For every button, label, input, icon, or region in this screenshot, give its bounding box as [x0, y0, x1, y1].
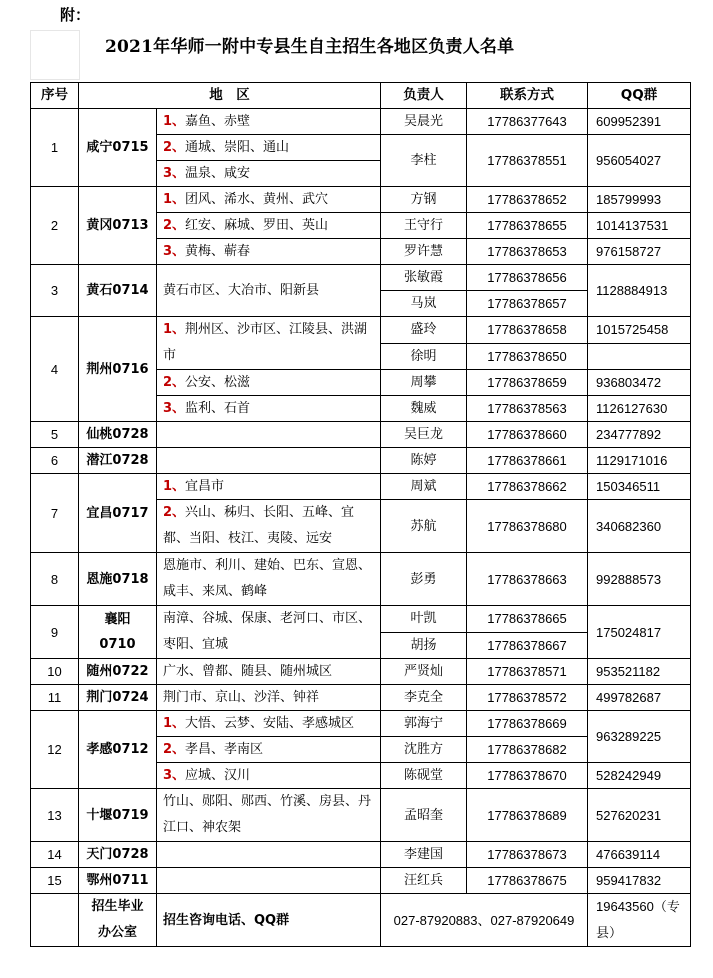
office-row: [31, 894, 691, 947]
area-cell: 3、温泉、咸安: [157, 161, 381, 187]
office-qq: 19643560（专县）: [588, 894, 691, 947]
row-number: 14: [31, 842, 79, 868]
qq-cell: 340682360: [588, 500, 691, 553]
city-cell: 襄阳0710: [79, 606, 157, 659]
phone-cell: 17786378657: [467, 291, 588, 317]
person-cell: 方钢: [381, 187, 467, 213]
person-cell: 郭海宁: [381, 711, 467, 737]
header-contact: 联系方式: [467, 83, 588, 109]
area-cell: 黄石市区、大冶市、阳新县: [157, 265, 381, 317]
table-row: [31, 659, 691, 685]
qq-cell: 150346511: [588, 474, 691, 500]
phone-cell: 17786378670: [467, 763, 588, 789]
person-cell: 陈砚堂: [381, 763, 467, 789]
city-cell: 十堰0719: [79, 789, 157, 842]
area-cell: 1、宜昌市: [157, 474, 381, 500]
row-number: 11: [31, 685, 79, 711]
city-cell: 孝感0712: [79, 711, 157, 789]
area-cell-empty: [157, 448, 381, 474]
area-cell: 1、团风、浠水、黄州、武穴: [157, 187, 381, 213]
row-number: 2: [31, 187, 79, 265]
person-cell: 徐明: [381, 343, 467, 370]
phone-cell: 17786378661: [467, 448, 588, 474]
area-cell: 3、应城、汉川: [157, 763, 381, 789]
phone-cell: 17786378650: [467, 343, 588, 370]
header-region: 地 区: [79, 83, 381, 109]
office-name: 招生毕业办公室: [79, 894, 157, 947]
qq-cell: 992888573: [588, 553, 691, 606]
person-cell: 吴晨光: [381, 109, 467, 135]
logo-placeholder: [30, 30, 80, 80]
qq-cell-empty: [588, 343, 691, 370]
person-cell: 王守行: [381, 213, 467, 239]
phone-cell: 17786378653: [467, 239, 588, 265]
row-number-empty: [31, 894, 79, 947]
qq-cell: 1014137531: [588, 213, 691, 239]
phone-cell: 17786378665: [467, 606, 588, 633]
table-row: [31, 606, 691, 633]
phone-cell: 17786378667: [467, 632, 588, 659]
row-number: 3: [31, 265, 79, 317]
table-row: [31, 474, 691, 500]
person-cell: 苏航: [381, 500, 467, 553]
phone-cell: 17786378669: [467, 711, 588, 737]
row-number: 5: [31, 422, 79, 448]
row-number: 6: [31, 448, 79, 474]
person-cell: 叶凯: [381, 606, 467, 633]
person-cell: 魏威: [381, 396, 467, 422]
table-row: [31, 868, 691, 894]
person-cell: 彭勇: [381, 553, 467, 606]
city-cell: 荆门0724: [79, 685, 157, 711]
office-phone: 027-87920883、027-87920649: [381, 894, 588, 947]
city-cell: 荆州0716: [79, 317, 157, 422]
city-cell: 天门0728: [79, 842, 157, 868]
phone-cell: 17786378675: [467, 868, 588, 894]
city-cell: 黄冈0713: [79, 187, 157, 265]
phone-cell: 17786378656: [467, 265, 588, 291]
phone-cell: 17786378655: [467, 213, 588, 239]
phone-cell: 17786378673: [467, 842, 588, 868]
qq-cell: 609952391: [588, 109, 691, 135]
person-cell: 陈婷: [381, 448, 467, 474]
qq-cell: 1126127630: [588, 396, 691, 422]
office-label: 招生咨询电话、QQ群: [157, 894, 381, 947]
phone-cell: 17786378662: [467, 474, 588, 500]
phone-cell: 17786378682: [467, 737, 588, 763]
phone-cell: 17786378659: [467, 370, 588, 396]
row-number: 7: [31, 474, 79, 553]
qq-cell: 1129171016: [588, 448, 691, 474]
row-number: 12: [31, 711, 79, 789]
city-cell: 黄石0714: [79, 265, 157, 317]
person-cell: 周攀: [381, 370, 467, 396]
qq-cell: 476639114: [588, 842, 691, 868]
phone-cell: 17786378680: [467, 500, 588, 553]
row-number: 8: [31, 553, 79, 606]
area-cell: 1、荆州区、沙市区、江陵县、洪湖市: [157, 317, 381, 370]
city-cell: 潜江0728: [79, 448, 157, 474]
phone-cell: 17786378551: [467, 135, 588, 187]
table-row: [31, 789, 691, 842]
phone-cell: 17786378658: [467, 317, 588, 344]
area-cell-empty: [157, 842, 381, 868]
attachment-label: 附：: [60, 6, 91, 24]
row-number: 4: [31, 317, 79, 422]
area-cell: 竹山、郧阳、郧西、竹溪、房县、丹江口、神农架: [157, 789, 381, 842]
area-cell: 恩施市、利川、建始、巴东、宣恩、咸丰、来凤、鹤峰: [157, 553, 381, 606]
header-no: 序号: [31, 83, 79, 109]
table-row: [31, 109, 691, 135]
city-cell: 仙桃0728: [79, 422, 157, 448]
table-row: [31, 265, 691, 291]
area-cell: 2、兴山、秭归、长阳、五峰、宜都、当阳、枝江、夷陵、远安: [157, 500, 381, 553]
phone-cell: 17786378563: [467, 396, 588, 422]
area-cell: 2、孝昌、孝南区: [157, 737, 381, 763]
city-cell: 鄂州0711: [79, 868, 157, 894]
person-cell: 马岚: [381, 291, 467, 317]
city-cell: 宜昌0717: [79, 474, 157, 553]
person-cell: 周斌: [381, 474, 467, 500]
phone-cell: 17786378652: [467, 187, 588, 213]
area-cell-empty: [157, 422, 381, 448]
table-row: [31, 553, 691, 606]
qq-cell: 175024817: [588, 606, 691, 659]
person-cell: 张敏霞: [381, 265, 467, 291]
qq-cell: 185799993: [588, 187, 691, 213]
table-row: [31, 422, 691, 448]
qq-cell: 953521182: [588, 659, 691, 685]
person-cell: 李建国: [381, 842, 467, 868]
person-cell: 盛玲: [381, 317, 467, 344]
table-row: [31, 842, 691, 868]
table-row: [31, 448, 691, 474]
page-title: 2021年华师一附中专县生自主招生各地区负责人名单: [105, 37, 515, 57]
area-cell: 南漳、谷城、保康、老河口、市区、枣阳、宜城: [157, 606, 381, 659]
area-cell-empty: [157, 868, 381, 894]
city-cell: 恩施0718: [79, 553, 157, 606]
qq-cell: 1015725458: [588, 317, 691, 344]
contacts-table: [30, 82, 691, 947]
area-cell: 1、大悟、云梦、安陆、孝感城区: [157, 711, 381, 737]
header-person: 负责人: [381, 83, 467, 109]
person-cell: 李柱: [381, 135, 467, 187]
row-number: 1: [31, 109, 79, 187]
table-row: [31, 711, 691, 737]
qq-cell: 976158727: [588, 239, 691, 265]
area-cell: 广水、曾都、随县、随州城区: [157, 659, 381, 685]
person-cell: 罗许慧: [381, 239, 467, 265]
city-cell: 随州0722: [79, 659, 157, 685]
phone-cell: 17786377643: [467, 109, 588, 135]
qq-cell: 963289225: [588, 711, 691, 763]
qq-cell: 1128884913: [588, 265, 691, 317]
person-cell: 李克全: [381, 685, 467, 711]
row-number: 10: [31, 659, 79, 685]
phone-cell: 17786378660: [467, 422, 588, 448]
phone-cell: 17786378572: [467, 685, 588, 711]
person-cell: 汪红兵: [381, 868, 467, 894]
qq-cell: 959417832: [588, 868, 691, 894]
row-number: 13: [31, 789, 79, 842]
phone-cell: 17786378689: [467, 789, 588, 842]
area-cell: 3、监利、石首: [157, 396, 381, 422]
phone-cell: 17786378663: [467, 553, 588, 606]
area-cell: 1、嘉鱼、赤壁: [157, 109, 381, 135]
person-cell: 孟昭奎: [381, 789, 467, 842]
area-cell: 3、黄梅、蕲春: [157, 239, 381, 265]
area-cell: 2、通城、崇阳、通山: [157, 135, 381, 161]
area-cell: 2、红安、麻城、罗田、英山: [157, 213, 381, 239]
header-row: [31, 83, 691, 109]
qq-cell: 234777892: [588, 422, 691, 448]
table-row: [31, 685, 691, 711]
person-cell: 吴巨龙: [381, 422, 467, 448]
row-number: 9: [31, 606, 79, 659]
qq-cell: 527620231: [588, 789, 691, 842]
header-qq: QQ群: [588, 83, 691, 109]
qq-cell: 956054027: [588, 135, 691, 187]
table-row: [31, 187, 691, 213]
person-cell: 胡扬: [381, 632, 467, 659]
qq-cell: 528242949: [588, 763, 691, 789]
person-cell: 沈胜方: [381, 737, 467, 763]
area-cell: 2、公安、松滋: [157, 370, 381, 396]
row-number: 15: [31, 868, 79, 894]
area-cell: 荆门市、京山、沙洋、钟祥: [157, 685, 381, 711]
person-cell: 严贤灿: [381, 659, 467, 685]
qq-cell: 936803472: [588, 370, 691, 396]
phone-cell: 17786378571: [467, 659, 588, 685]
city-cell: 咸宁0715: [79, 109, 157, 187]
table-row: [31, 317, 691, 344]
qq-cell: 499782687: [588, 685, 691, 711]
